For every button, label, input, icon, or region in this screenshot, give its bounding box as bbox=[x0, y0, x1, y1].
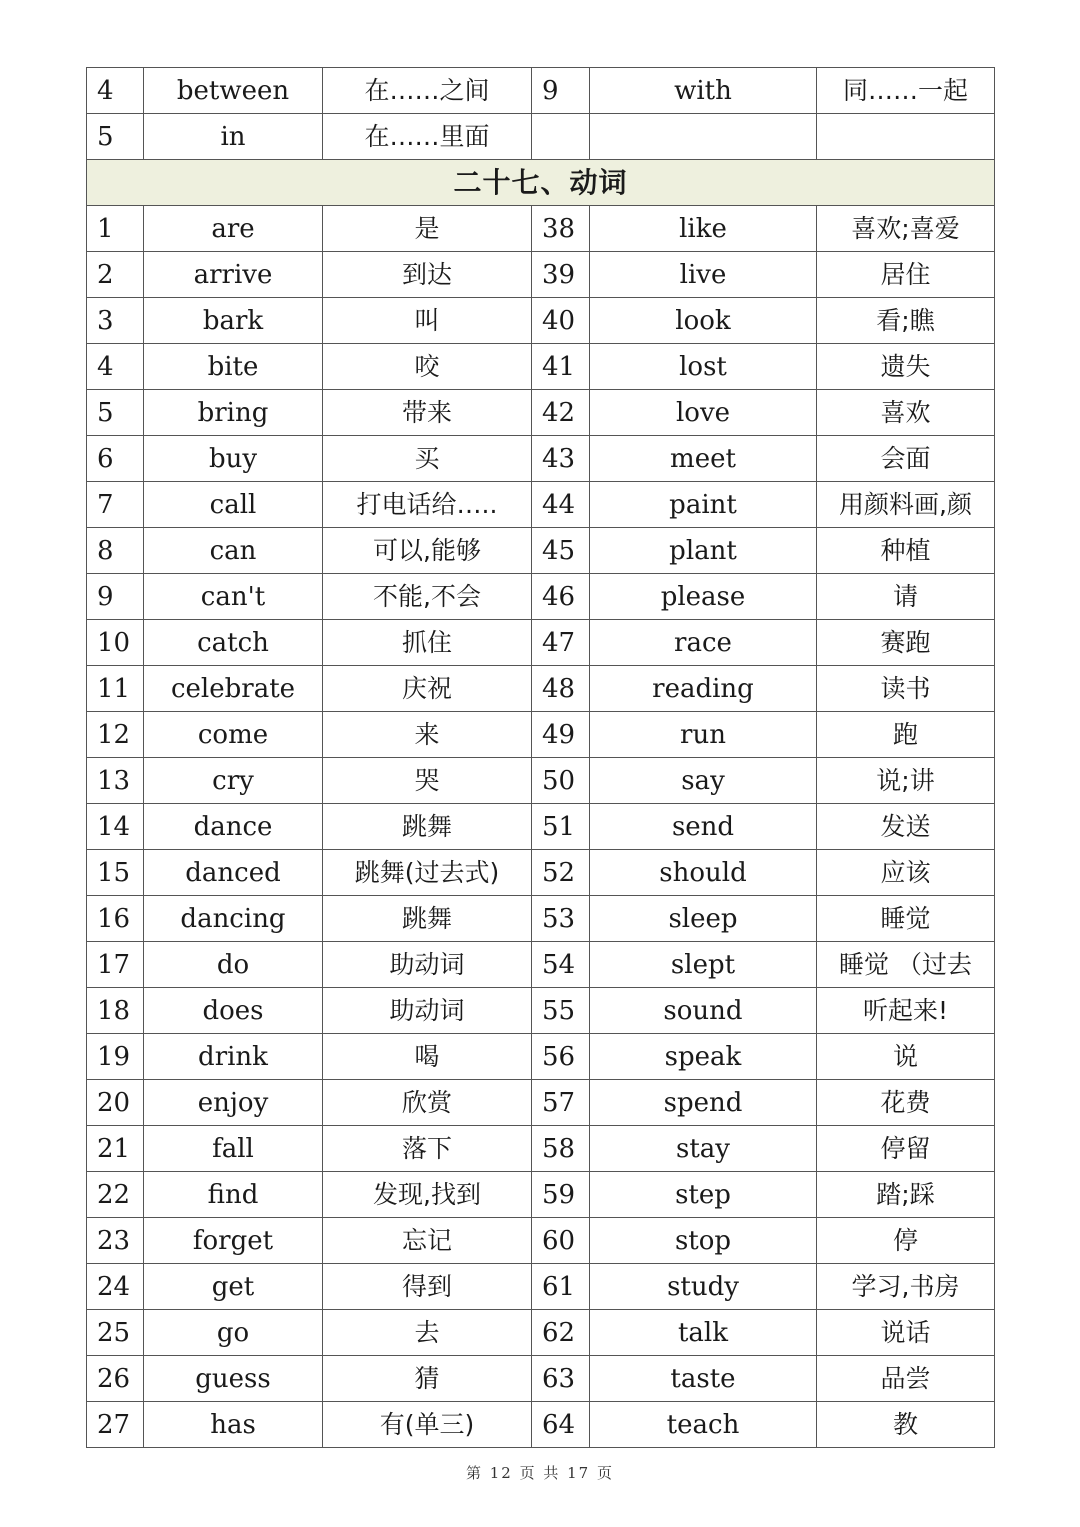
right-chinese-meaning-cell: 停留 bbox=[817, 1126, 995, 1172]
right-english-word-cell: reading bbox=[590, 666, 817, 712]
left-english-word-cell: come bbox=[144, 712, 323, 758]
right-chinese-meaning-cell: 遗失 bbox=[817, 344, 995, 390]
right-number-cell: 49 bbox=[532, 712, 590, 758]
right-english-word-cell: meet bbox=[590, 436, 817, 482]
left-number-cell: 18 bbox=[87, 988, 144, 1034]
page-footer: 第 12 页 共 17 页 bbox=[465, 1464, 614, 1482]
table-row bbox=[87, 68, 995, 114]
left-number-cell: 7 bbox=[87, 482, 144, 528]
right-chinese-meaning-cell: 赛跑 bbox=[817, 620, 995, 666]
left-number-cell: 17 bbox=[87, 942, 144, 988]
section-header-row bbox=[87, 160, 995, 206]
right-number-cell: 63 bbox=[532, 1356, 590, 1402]
right-english-word-cell: taste bbox=[590, 1356, 817, 1402]
left-english-word-cell: dancing bbox=[144, 896, 323, 942]
right-english-word-cell: speak bbox=[590, 1034, 817, 1080]
right-english-word-cell: study bbox=[590, 1264, 817, 1310]
right-number-cell bbox=[532, 114, 590, 160]
left-number-cell: 22 bbox=[87, 1172, 144, 1218]
left-chinese-meaning-cell: 忘记 bbox=[323, 1218, 532, 1264]
right-english-word-cell: talk bbox=[590, 1310, 817, 1356]
right-chinese-meaning-cell: 喜欢;喜爱 bbox=[817, 206, 995, 252]
right-number-cell: 52 bbox=[532, 850, 590, 896]
right-english-word-cell: live bbox=[590, 252, 817, 298]
left-english-word-cell: between bbox=[144, 68, 323, 114]
left-chinese-meaning-cell: 欣赏 bbox=[323, 1080, 532, 1126]
right-number-cell: 39 bbox=[532, 252, 590, 298]
left-chinese-meaning-cell: 是 bbox=[323, 206, 532, 252]
left-number-cell: 3 bbox=[87, 298, 144, 344]
table-row bbox=[87, 1126, 995, 1172]
left-number-cell: 10 bbox=[87, 620, 144, 666]
left-chinese-meaning-cell: 有(单三) bbox=[323, 1402, 532, 1448]
table-row bbox=[87, 988, 995, 1034]
table-row bbox=[87, 1310, 995, 1356]
left-chinese-meaning-cell: 喝 bbox=[323, 1034, 532, 1080]
right-chinese-meaning-cell: 应该 bbox=[817, 850, 995, 896]
right-number-cell: 40 bbox=[532, 298, 590, 344]
right-number-cell: 44 bbox=[532, 482, 590, 528]
right-number-cell: 43 bbox=[532, 436, 590, 482]
left-number-cell: 1 bbox=[87, 206, 144, 252]
right-chinese-meaning-cell: 听起来! bbox=[817, 988, 995, 1034]
right-number-cell: 56 bbox=[532, 1034, 590, 1080]
table-row bbox=[87, 850, 995, 896]
table-row bbox=[87, 298, 995, 344]
left-english-word-cell: has bbox=[144, 1402, 323, 1448]
right-english-word-cell: look bbox=[590, 298, 817, 344]
right-chinese-meaning-cell: 读书 bbox=[817, 666, 995, 712]
right-number-cell: 46 bbox=[532, 574, 590, 620]
right-english-word-cell: sound bbox=[590, 988, 817, 1034]
table-row bbox=[87, 896, 995, 942]
left-number-cell: 24 bbox=[87, 1264, 144, 1310]
right-number-cell: 55 bbox=[532, 988, 590, 1034]
right-english-word-cell: race bbox=[590, 620, 817, 666]
left-chinese-meaning-cell: 庆祝 bbox=[323, 666, 532, 712]
vocabulary-table-body bbox=[87, 68, 995, 1448]
right-chinese-meaning-cell: 停 bbox=[817, 1218, 995, 1264]
right-english-word-cell: stop bbox=[590, 1218, 817, 1264]
right-english-word-cell: like bbox=[590, 206, 817, 252]
table-row bbox=[87, 666, 995, 712]
left-number-cell: 20 bbox=[87, 1080, 144, 1126]
right-english-word-cell: run bbox=[590, 712, 817, 758]
left-english-word-cell: get bbox=[144, 1264, 323, 1310]
table-row bbox=[87, 712, 995, 758]
right-english-word-cell bbox=[590, 114, 817, 160]
right-number-cell: 57 bbox=[532, 1080, 590, 1126]
left-english-word-cell: catch bbox=[144, 620, 323, 666]
left-number-cell: 13 bbox=[87, 758, 144, 804]
right-chinese-meaning-cell: 发送 bbox=[817, 804, 995, 850]
left-chinese-meaning-cell: 助动词 bbox=[323, 942, 532, 988]
right-number-cell: 38 bbox=[532, 206, 590, 252]
left-number-cell: 25 bbox=[87, 1310, 144, 1356]
left-chinese-meaning-cell: 在……之间 bbox=[323, 68, 532, 114]
right-english-word-cell: say bbox=[590, 758, 817, 804]
left-chinese-meaning-cell: 得到 bbox=[323, 1264, 532, 1310]
left-chinese-meaning-cell: 带来 bbox=[323, 390, 532, 436]
left-number-cell: 2 bbox=[87, 252, 144, 298]
left-number-cell: 5 bbox=[87, 114, 144, 160]
right-chinese-meaning-cell: 看;瞧 bbox=[817, 298, 995, 344]
left-english-word-cell: fall bbox=[144, 1126, 323, 1172]
right-english-word-cell: love bbox=[590, 390, 817, 436]
right-chinese-meaning-cell: 喜欢 bbox=[817, 390, 995, 436]
right-chinese-meaning-cell: 居住 bbox=[817, 252, 995, 298]
left-english-word-cell: in bbox=[144, 114, 323, 160]
left-english-word-cell: guess bbox=[144, 1356, 323, 1402]
right-chinese-meaning-cell: 说话 bbox=[817, 1310, 995, 1356]
left-chinese-meaning-cell: 可以,能够 bbox=[323, 528, 532, 574]
right-chinese-meaning-cell: 睡觉 （过去 bbox=[817, 942, 995, 988]
right-english-word-cell: sleep bbox=[590, 896, 817, 942]
left-chinese-meaning-cell: 不能,不会 bbox=[323, 574, 532, 620]
left-chinese-meaning-cell: 买 bbox=[323, 436, 532, 482]
right-chinese-meaning-cell: 说 bbox=[817, 1034, 995, 1080]
section-title: 二十七、动词 bbox=[87, 160, 995, 206]
left-english-word-cell: go bbox=[144, 1310, 323, 1356]
right-english-word-cell: with bbox=[590, 68, 817, 114]
right-english-word-cell: send bbox=[590, 804, 817, 850]
right-number-cell: 42 bbox=[532, 390, 590, 436]
left-english-word-cell: danced bbox=[144, 850, 323, 896]
left-english-word-cell: cry bbox=[144, 758, 323, 804]
right-english-word-cell: step bbox=[590, 1172, 817, 1218]
table-row bbox=[87, 758, 995, 804]
left-number-cell: 27 bbox=[87, 1402, 144, 1448]
left-english-word-cell: dance bbox=[144, 804, 323, 850]
left-chinese-meaning-cell: 跳舞 bbox=[323, 896, 532, 942]
left-english-word-cell: enjoy bbox=[144, 1080, 323, 1126]
table-row bbox=[87, 804, 995, 850]
left-chinese-meaning-cell: 助动词 bbox=[323, 988, 532, 1034]
right-english-word-cell: spend bbox=[590, 1080, 817, 1126]
right-english-word-cell: should bbox=[590, 850, 817, 896]
left-chinese-meaning-cell: 叫 bbox=[323, 298, 532, 344]
left-english-word-cell: bark bbox=[144, 298, 323, 344]
left-number-cell: 4 bbox=[87, 68, 144, 114]
left-number-cell: 26 bbox=[87, 1356, 144, 1402]
left-chinese-meaning-cell: 去 bbox=[323, 1310, 532, 1356]
left-number-cell: 8 bbox=[87, 528, 144, 574]
table-row bbox=[87, 344, 995, 390]
right-chinese-meaning-cell: 花费 bbox=[817, 1080, 995, 1126]
right-number-cell: 53 bbox=[532, 896, 590, 942]
right-number-cell: 47 bbox=[532, 620, 590, 666]
left-english-word-cell: bite bbox=[144, 344, 323, 390]
table-row bbox=[87, 252, 995, 298]
left-english-word-cell: bring bbox=[144, 390, 323, 436]
right-english-word-cell: plant bbox=[590, 528, 817, 574]
left-english-word-cell: buy bbox=[144, 436, 323, 482]
left-number-cell: 11 bbox=[87, 666, 144, 712]
table-row bbox=[87, 1080, 995, 1126]
left-chinese-meaning-cell: 发现,找到 bbox=[323, 1172, 532, 1218]
right-chinese-meaning-cell: 会面 bbox=[817, 436, 995, 482]
left-chinese-meaning-cell: 落下 bbox=[323, 1126, 532, 1172]
table-row bbox=[87, 1264, 995, 1310]
right-number-cell: 60 bbox=[532, 1218, 590, 1264]
right-english-word-cell: paint bbox=[590, 482, 817, 528]
left-chinese-meaning-cell: 到达 bbox=[323, 252, 532, 298]
left-english-word-cell: find bbox=[144, 1172, 323, 1218]
left-english-word-cell: celebrate bbox=[144, 666, 323, 712]
table-row bbox=[87, 1172, 995, 1218]
right-chinese-meaning-cell: 教 bbox=[817, 1402, 995, 1448]
left-number-cell: 4 bbox=[87, 344, 144, 390]
right-number-cell: 64 bbox=[532, 1402, 590, 1448]
left-english-word-cell: can bbox=[144, 528, 323, 574]
left-english-word-cell: call bbox=[144, 482, 323, 528]
left-chinese-meaning-cell: 跳舞 bbox=[323, 804, 532, 850]
right-chinese-meaning-cell: 种植 bbox=[817, 528, 995, 574]
left-number-cell: 5 bbox=[87, 390, 144, 436]
left-english-word-cell: are bbox=[144, 206, 323, 252]
left-english-word-cell: does bbox=[144, 988, 323, 1034]
left-number-cell: 21 bbox=[87, 1126, 144, 1172]
left-english-word-cell: do bbox=[144, 942, 323, 988]
right-chinese-meaning-cell bbox=[817, 114, 995, 160]
right-number-cell: 9 bbox=[532, 68, 590, 114]
right-number-cell: 50 bbox=[532, 758, 590, 804]
right-chinese-meaning-cell: 用颜料画,颜 bbox=[817, 482, 995, 528]
table-row bbox=[87, 482, 995, 528]
left-number-cell: 19 bbox=[87, 1034, 144, 1080]
table-row bbox=[87, 1218, 995, 1264]
right-chinese-meaning-cell: 请 bbox=[817, 574, 995, 620]
left-english-word-cell: can't bbox=[144, 574, 323, 620]
right-number-cell: 62 bbox=[532, 1310, 590, 1356]
left-english-word-cell: drink bbox=[144, 1034, 323, 1080]
left-chinese-meaning-cell: 猜 bbox=[323, 1356, 532, 1402]
right-number-cell: 61 bbox=[532, 1264, 590, 1310]
table-row bbox=[87, 390, 995, 436]
table-row bbox=[87, 620, 995, 666]
left-number-cell: 9 bbox=[87, 574, 144, 620]
right-english-word-cell: stay bbox=[590, 1126, 817, 1172]
right-number-cell: 51 bbox=[532, 804, 590, 850]
left-chinese-meaning-cell: 哭 bbox=[323, 758, 532, 804]
left-number-cell: 23 bbox=[87, 1218, 144, 1264]
left-chinese-meaning-cell: 在……里面 bbox=[323, 114, 532, 160]
left-chinese-meaning-cell: 来 bbox=[323, 712, 532, 758]
left-chinese-meaning-cell: 抓住 bbox=[323, 620, 532, 666]
right-chinese-meaning-cell: 品尝 bbox=[817, 1356, 995, 1402]
table-row bbox=[87, 206, 995, 252]
right-chinese-meaning-cell: 跑 bbox=[817, 712, 995, 758]
table-row bbox=[87, 114, 995, 160]
left-english-word-cell: forget bbox=[144, 1218, 323, 1264]
table-row bbox=[87, 528, 995, 574]
right-number-cell: 58 bbox=[532, 1126, 590, 1172]
right-number-cell: 59 bbox=[532, 1172, 590, 1218]
right-number-cell: 48 bbox=[532, 666, 590, 712]
right-chinese-meaning-cell: 睡觉 bbox=[817, 896, 995, 942]
left-number-cell: 12 bbox=[87, 712, 144, 758]
table-row bbox=[87, 1034, 995, 1080]
right-number-cell: 54 bbox=[532, 942, 590, 988]
table-row bbox=[87, 436, 995, 482]
right-number-cell: 41 bbox=[532, 344, 590, 390]
right-chinese-meaning-cell: 说;讲 bbox=[817, 758, 995, 804]
left-english-word-cell: arrive bbox=[144, 252, 323, 298]
left-number-cell: 16 bbox=[87, 896, 144, 942]
left-number-cell: 15 bbox=[87, 850, 144, 896]
table-row bbox=[87, 1402, 995, 1448]
right-english-word-cell: lost bbox=[590, 344, 817, 390]
right-english-word-cell: please bbox=[590, 574, 817, 620]
right-english-word-cell: slept bbox=[590, 942, 817, 988]
right-chinese-meaning-cell: 学习,书房 bbox=[817, 1264, 995, 1310]
left-chinese-meaning-cell: 咬 bbox=[323, 344, 532, 390]
table-row bbox=[87, 574, 995, 620]
table-row bbox=[87, 1356, 995, 1402]
right-number-cell: 45 bbox=[532, 528, 590, 574]
left-chinese-meaning-cell: 打电话给….. bbox=[323, 482, 532, 528]
table-row bbox=[87, 942, 995, 988]
right-english-word-cell: teach bbox=[590, 1402, 817, 1448]
left-number-cell: 6 bbox=[87, 436, 144, 482]
left-chinese-meaning-cell: 跳舞(过去式) bbox=[323, 850, 532, 896]
right-chinese-meaning-cell: 踏;踩 bbox=[817, 1172, 995, 1218]
right-chinese-meaning-cell: 同……一起 bbox=[817, 68, 995, 114]
vocabulary-table bbox=[86, 67, 995, 1448]
left-number-cell: 14 bbox=[87, 804, 144, 850]
